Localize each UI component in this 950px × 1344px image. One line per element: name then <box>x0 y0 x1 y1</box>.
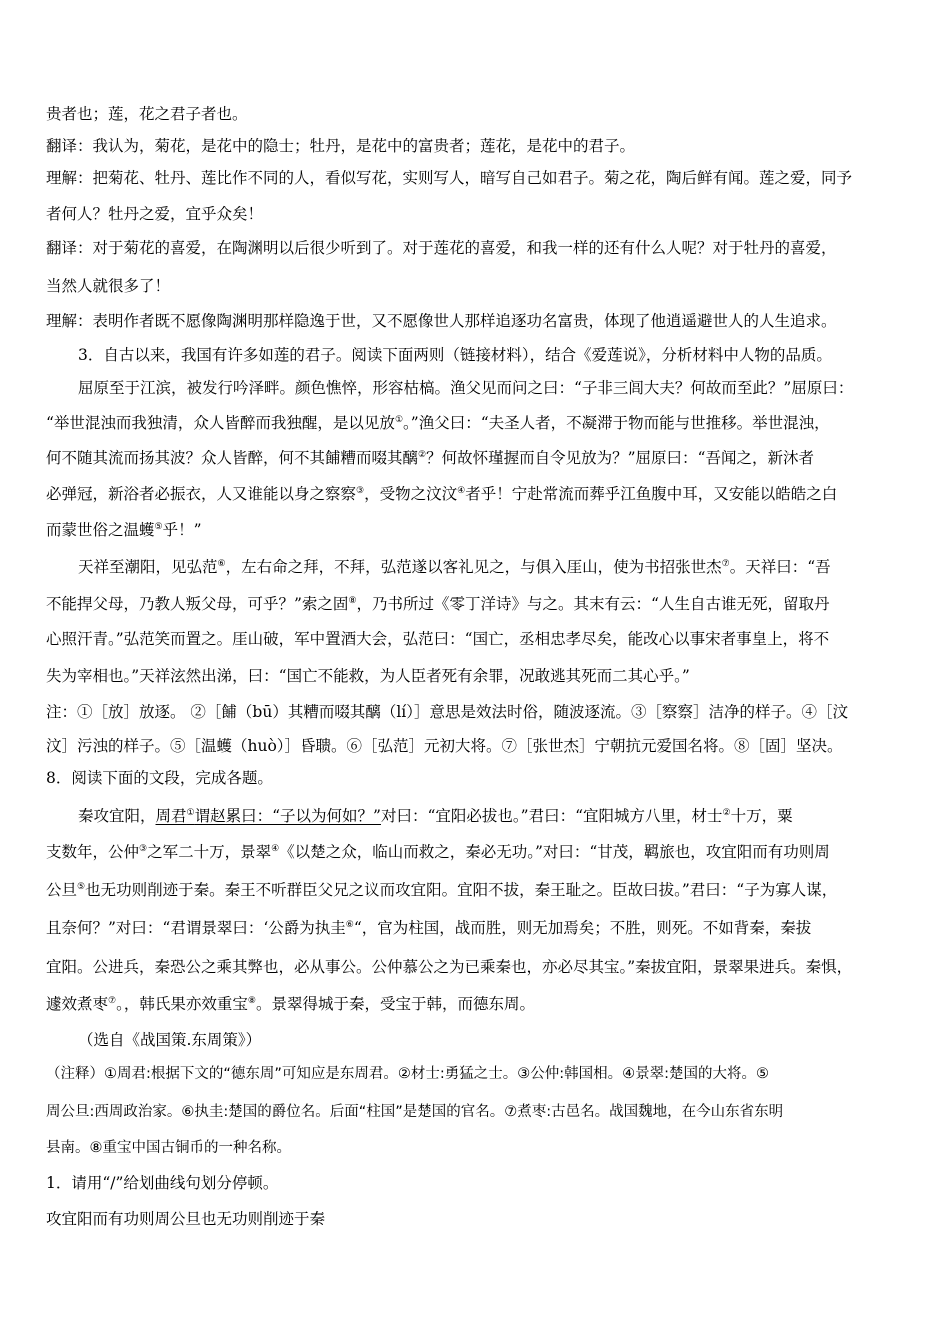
passage-line: 不能捍父母，乃教人叛父母，可乎？”索之固⑧，乃书所过《零丁洋诗》与之。其末有云：“人生自古谁无死，留取丹 <box>46 595 830 613</box>
text-line: 贵者也；莲，花之君子者也。 <box>46 105 248 123</box>
passage-line: 秦攻宜阳，周君①谓赵累曰：“子以为何如？”对曰：“宜阳必拔也。”君曰：“宜阳城方八里，材士②十万，粟 <box>78 807 793 825</box>
footnote-mark: ① <box>186 808 195 818</box>
footnote-mark: ⑥ <box>345 920 354 930</box>
footnote-mark: ③ <box>139 844 148 854</box>
passage-line: 天祥至潮阳，见弘范⑥，左右命之拜，不拜，弘范遂以客礼见之，与俱入厓山，使为书招张世杰⑦。天祥曰：“吾 <box>78 558 831 576</box>
translation-line: 翻译：我认为，菊花，是花中的隐士；牡丹，是花中的富贵者；莲花，是花中的君子。 <box>46 137 636 155</box>
footnote-mark: ① <box>394 415 404 425</box>
footnote-mark: ⑦ <box>108 996 117 1006</box>
passage-line: 必弹冠，新浴者必振衣，人又谁能以身之察察③，受物之汶汶④者乎！宁赴常流而葬乎江鱼腹中耳，又安能以皓皓之白 <box>46 485 838 503</box>
passage-line: 公旦⑤也无功则削迹于秦。秦王不听群臣父兄之议而攻宜阳。宜阳不拔，秦王耻之。臣故曰拔。”君曰：“子为寡人谋， <box>46 881 838 899</box>
passage-line: 心照汗青。”弘范笑而置之。厓山破，军中置酒大会，弘范曰：“国亡，丞相忠孝尽矣，能改心以事宋者事皇上，将不 <box>46 630 830 648</box>
footnote-mark: ⑧ <box>247 996 256 1006</box>
translation-line: 翻译：对于菊花的喜爱，在陶渊明以后很少听到了。对于莲花的喜爱，和我一样的还有什么人呢？对于牡丹的喜爱， <box>46 239 837 257</box>
passage-line: 屈原至于江滨，被发行吟泽畔。颜色憔悴，形容枯槁。渔父见而问之曰：“子非三闾大夫？何故而至此？”屈原曰： <box>78 379 854 397</box>
answer-sentence: 攻宜阳而有功则周公旦也无功则削迹于秦 <box>46 1210 326 1228</box>
analysis-line: 理解：表明作者既不愿像陶渊明那样隐逸于世，又不愿像世人那样追逐功名富贵，体现了他逍遥避世人的人生追求。 <box>46 312 837 330</box>
underlined-phrase: 周君①谓赵累曰：“子以为何如？” <box>155 807 381 825</box>
footnote-mark: ⑤ <box>77 882 86 892</box>
passage-line: 何不随其流而扬其波？众人皆醉，何不其餔糟而啜其醨②？何故怀瑾握而自令见放为？”屈原曰：“吾闻之，新沐者 <box>46 449 814 467</box>
passage-line: 遽效煮枣⑦。，韩氏果亦效重宝⑧。景翠得城于秦，受宝于韩，而德东周。 <box>46 995 535 1013</box>
footnote-mark: ④ <box>271 844 280 854</box>
notes-line: 汶］污浊的样子。⑤［温蠖（huò）］昏聩。⑥［弘范］元初大将。⑦［张世杰］宁朝抗元爱国名将。⑧［固］坚决。 <box>46 737 843 755</box>
question-8-prompt: 8．阅读下面的文段，完成各题。 <box>46 769 273 787</box>
footnote-mark: ⑤ <box>154 522 163 532</box>
notes-line: （注释）①周君:根据下文的“德东周”可知应是东周君。②材士:勇猛之士。③公仲:韩国相。④景翠:楚国的大将。⑤ <box>46 1066 770 1082</box>
passage-line: “举世混浊而我独清，众人皆醉而我独醒，是以见放①。”渔父曰：“夫圣人者，不凝滞于物而能与世推移。举世混浊， <box>46 414 830 432</box>
translation-line: 当然人就很多了！ <box>46 277 171 295</box>
analysis-line: 理解：把菊花、牡丹、莲比作不同的人，看似写花，实则写人，暗写自己如君子。菊之花，陶后鲜有闻。莲之爱，同予 <box>46 169 853 187</box>
footnote-mark: ② <box>722 808 731 818</box>
footnote-mark: ⑧ <box>348 596 357 606</box>
footnote-mark: ③ <box>356 486 365 496</box>
text-line: 者何人？牡丹之爱，宜乎众矣！ <box>46 205 264 223</box>
notes-line: 注：①［放］放逐。 ②［餔（bū）其糟而啜其醨（lí）］意思是效法时俗，随波逐流。③［察察］洁净的样子。④［汶 <box>46 703 849 721</box>
notes-line: 周公旦:西周政治家。⑥执圭:楚国的爵位名。后面“柱国”是楚国的官名。⑦煮枣:古邑名。战国魏地，在今山东省东明 <box>46 1104 784 1120</box>
footnote-mark: ② <box>418 450 427 460</box>
passage-line: 而蒙世俗之温蠖⑤乎！” <box>46 521 202 539</box>
passage-line: 失为宰相也。”天祥泫然出涕，曰：“国亡不能救，为人臣者死有余罪，况敢逃其死而二其心乎。” <box>46 667 690 685</box>
sub-question-prompt: 1．请用“/”给划曲线句划分停顿。 <box>46 1174 279 1192</box>
passage-line: 宜阳。公进兵，秦恐公之乘其弊也，必从事公。公仲慕公之为已乘秦也，亦必尽其宝。”秦拔宜阳，景翠果进兵。秦惧， <box>46 958 853 976</box>
footnote-mark: ⑦ <box>721 559 730 569</box>
source-citation: （选自《战国策.东周策》） <box>78 1031 262 1049</box>
footnote-mark: ⑥ <box>217 559 226 569</box>
question-3-prompt: 3．自古以来，我国有许多如莲的君子。阅读下面两则（链接材料），结合《爱莲说》，分析材料中人物的品质。 <box>78 346 832 364</box>
passage-line: 且奈何？”对曰：“君谓景翠曰：‘公爵为执圭⑥“，官为柱国，战而胜，则无加焉矣；不胜，则死。不如背秦，秦拔 <box>46 919 812 937</box>
footnote-mark: ④ <box>457 486 466 496</box>
notes-line: 县南。⑧重宝中国古铜币的一种名称。 <box>46 1140 291 1156</box>
passage-line: 支数年，公仲③之军二十万，景翠④《以楚之众，临山而救之，秦必无功。”对曰：“甘茂，羁旅也，攻宜阳而有功则周 <box>46 843 830 861</box>
